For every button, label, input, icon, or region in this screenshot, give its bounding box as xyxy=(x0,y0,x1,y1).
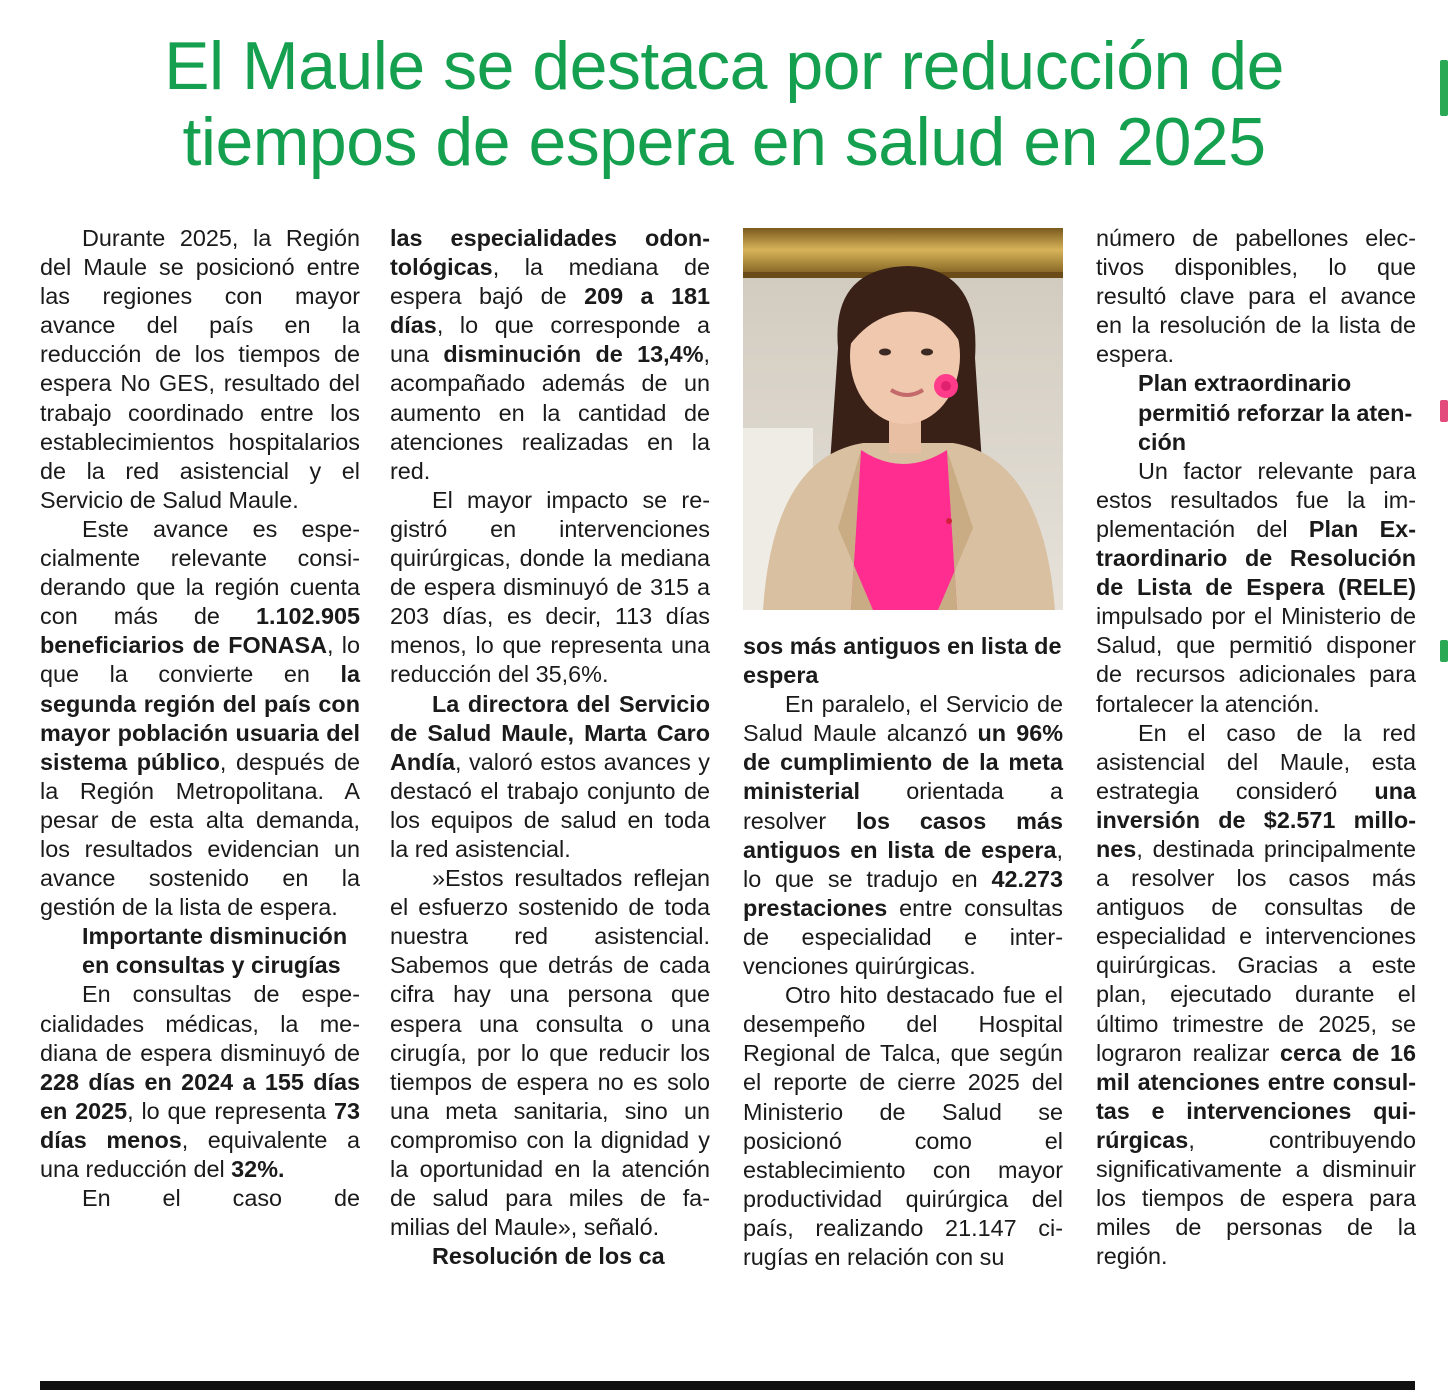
subheading: Resolución de los ca xyxy=(432,1243,665,1270)
quote-paragraph: »Estos resultados reflejan el esfuerzo sostenido de toda nuestra red asistencial. Sabemos que detrás de cada cifra hay una persona que espera una consulta o una cirugía, por lo que reducir los tiempos de espera no es solo una meta sanitaria, sino un compromiso con la dignidad y la oportunidad en la atención de salud para miles de familias del Maule», señaló. xyxy=(390,865,710,1241)
edge-mark xyxy=(1440,60,1448,116)
subheading: Importante disminución en consultas y cirugías xyxy=(82,923,348,979)
subheading: Plan extraordinario permitió reforzar la atención xyxy=(1138,370,1413,455)
paragraph: En el caso de xyxy=(82,1185,360,1212)
edge-mark xyxy=(1440,640,1448,662)
paragraph: La directora del Servicio de Salud Maule, Marta Caro Andía, valoró estos avances y destacó el trabajo conjunto de los equipos de salud en toda la red asistencial. xyxy=(390,690,710,862)
bottom-rule xyxy=(40,1381,1415,1390)
subheading: sos más antiguos en lista de espera xyxy=(743,633,1062,689)
article-column-1 xyxy=(40,224,360,1213)
paragraph: Un factor relevante para estos resultados fue la implementación del Plan Extraordinario de Resolución de Lista de Espera (RELE) impulsado por el Ministerio de Salud, que permitió disponer de recursos adicionales para fortalecer la atención. xyxy=(1096,457,1416,717)
paragraph: número de pabellones electivos disponibles, lo que resultó clave para el avance en la resolución de la lista de espera. xyxy=(1096,225,1416,368)
paragraph: Otro hito destacado fue el desempeño del Hospital Regional de Talca, que según el reporte de cierre 2025 del Ministerio de Salud se posicionó como el establecimiento con mayor productividad quirúrgica del país, realizando 21.147 cirugías en relación con su xyxy=(743,982,1063,1270)
article-column-3 xyxy=(743,632,1063,1272)
paragraph: El mayor impacto se registró en intervenciones quirúrgicas, donde la mediana de espera disminuyó de 315 a 203 días, es decir, 113 días menos, lo que representa una reducción del 35,6%. xyxy=(390,486,710,688)
paragraph: Durante 2025, la Región del Maule se posicionó entre las regiones con mayor avance del país en la reducción de los tiempos de espera No GES, resultado del trabajo coordinado entre los establecimientos hospitalarios de la red asistencial y el Servicio de Salud Maule. xyxy=(40,225,360,513)
article-headline: El Maule se destaca por reducción de tiempos de espera en salud en 2025 xyxy=(164,28,1284,180)
edge-mark xyxy=(1440,400,1448,422)
portrait-illustration xyxy=(743,228,1063,610)
paragraph: Este avance es especialmente relevante considerando que la región cuenta con más de 1.102.905 beneficiarios de FONASA, lo que la convierte en la segunda región del país con mayor población usuaria del sistema público, después de la Región Metropolitana. A pesar de esta alta demanda, los resultados evidencian un avance sostenido en la gestión de la lista de espera. xyxy=(40,515,361,921)
article-column-2 xyxy=(390,224,710,1271)
paragraph: En el caso de la red asistencial del Maule, esta estrategia consideró una inversión de $2.571 millones, destinada principalmente a resolver los casos más antiguos de consultas de especialidad e intervenciones quirúrgicas. Gracias a este plan, ejecutado durante el último trimestre de 2025, se lograron realizar cerca de 16 mil atenciones entre consultas e intervenciones quirúrgicas, contribuyendo significativamente a disminuir los tiempos de espera para miles de personas de la región. xyxy=(1096,719,1416,1270)
article-photo xyxy=(743,228,1063,610)
paragraph: las especialidades odontológicas, la mediana de espera bajó de 209 a 181 días, lo que corresponde a una disminución de 13,4%, acompañado además de un aumento en la cantidad de atenciones realizadas en la red. xyxy=(390,225,710,484)
paragraph: En paralelo, el Servicio de Salud Maule alcanzó un 96% de cumplimiento de la meta ministerial orientada a resolver los casos más antiguos en lista de espera, lo que se tradujo en 42.273 prestaciones entre consultas de especialidad e intervenciones quirúrgicas. xyxy=(743,691,1064,980)
paragraph: En consultas de especialidades médicas, la mediana de espera disminuyó de 228 días en 2024 a 155 días en 2025, lo que representa 73 días menos, equivalente a una reducción del 32%. xyxy=(40,981,360,1182)
article-column-4 xyxy=(1096,224,1416,1271)
